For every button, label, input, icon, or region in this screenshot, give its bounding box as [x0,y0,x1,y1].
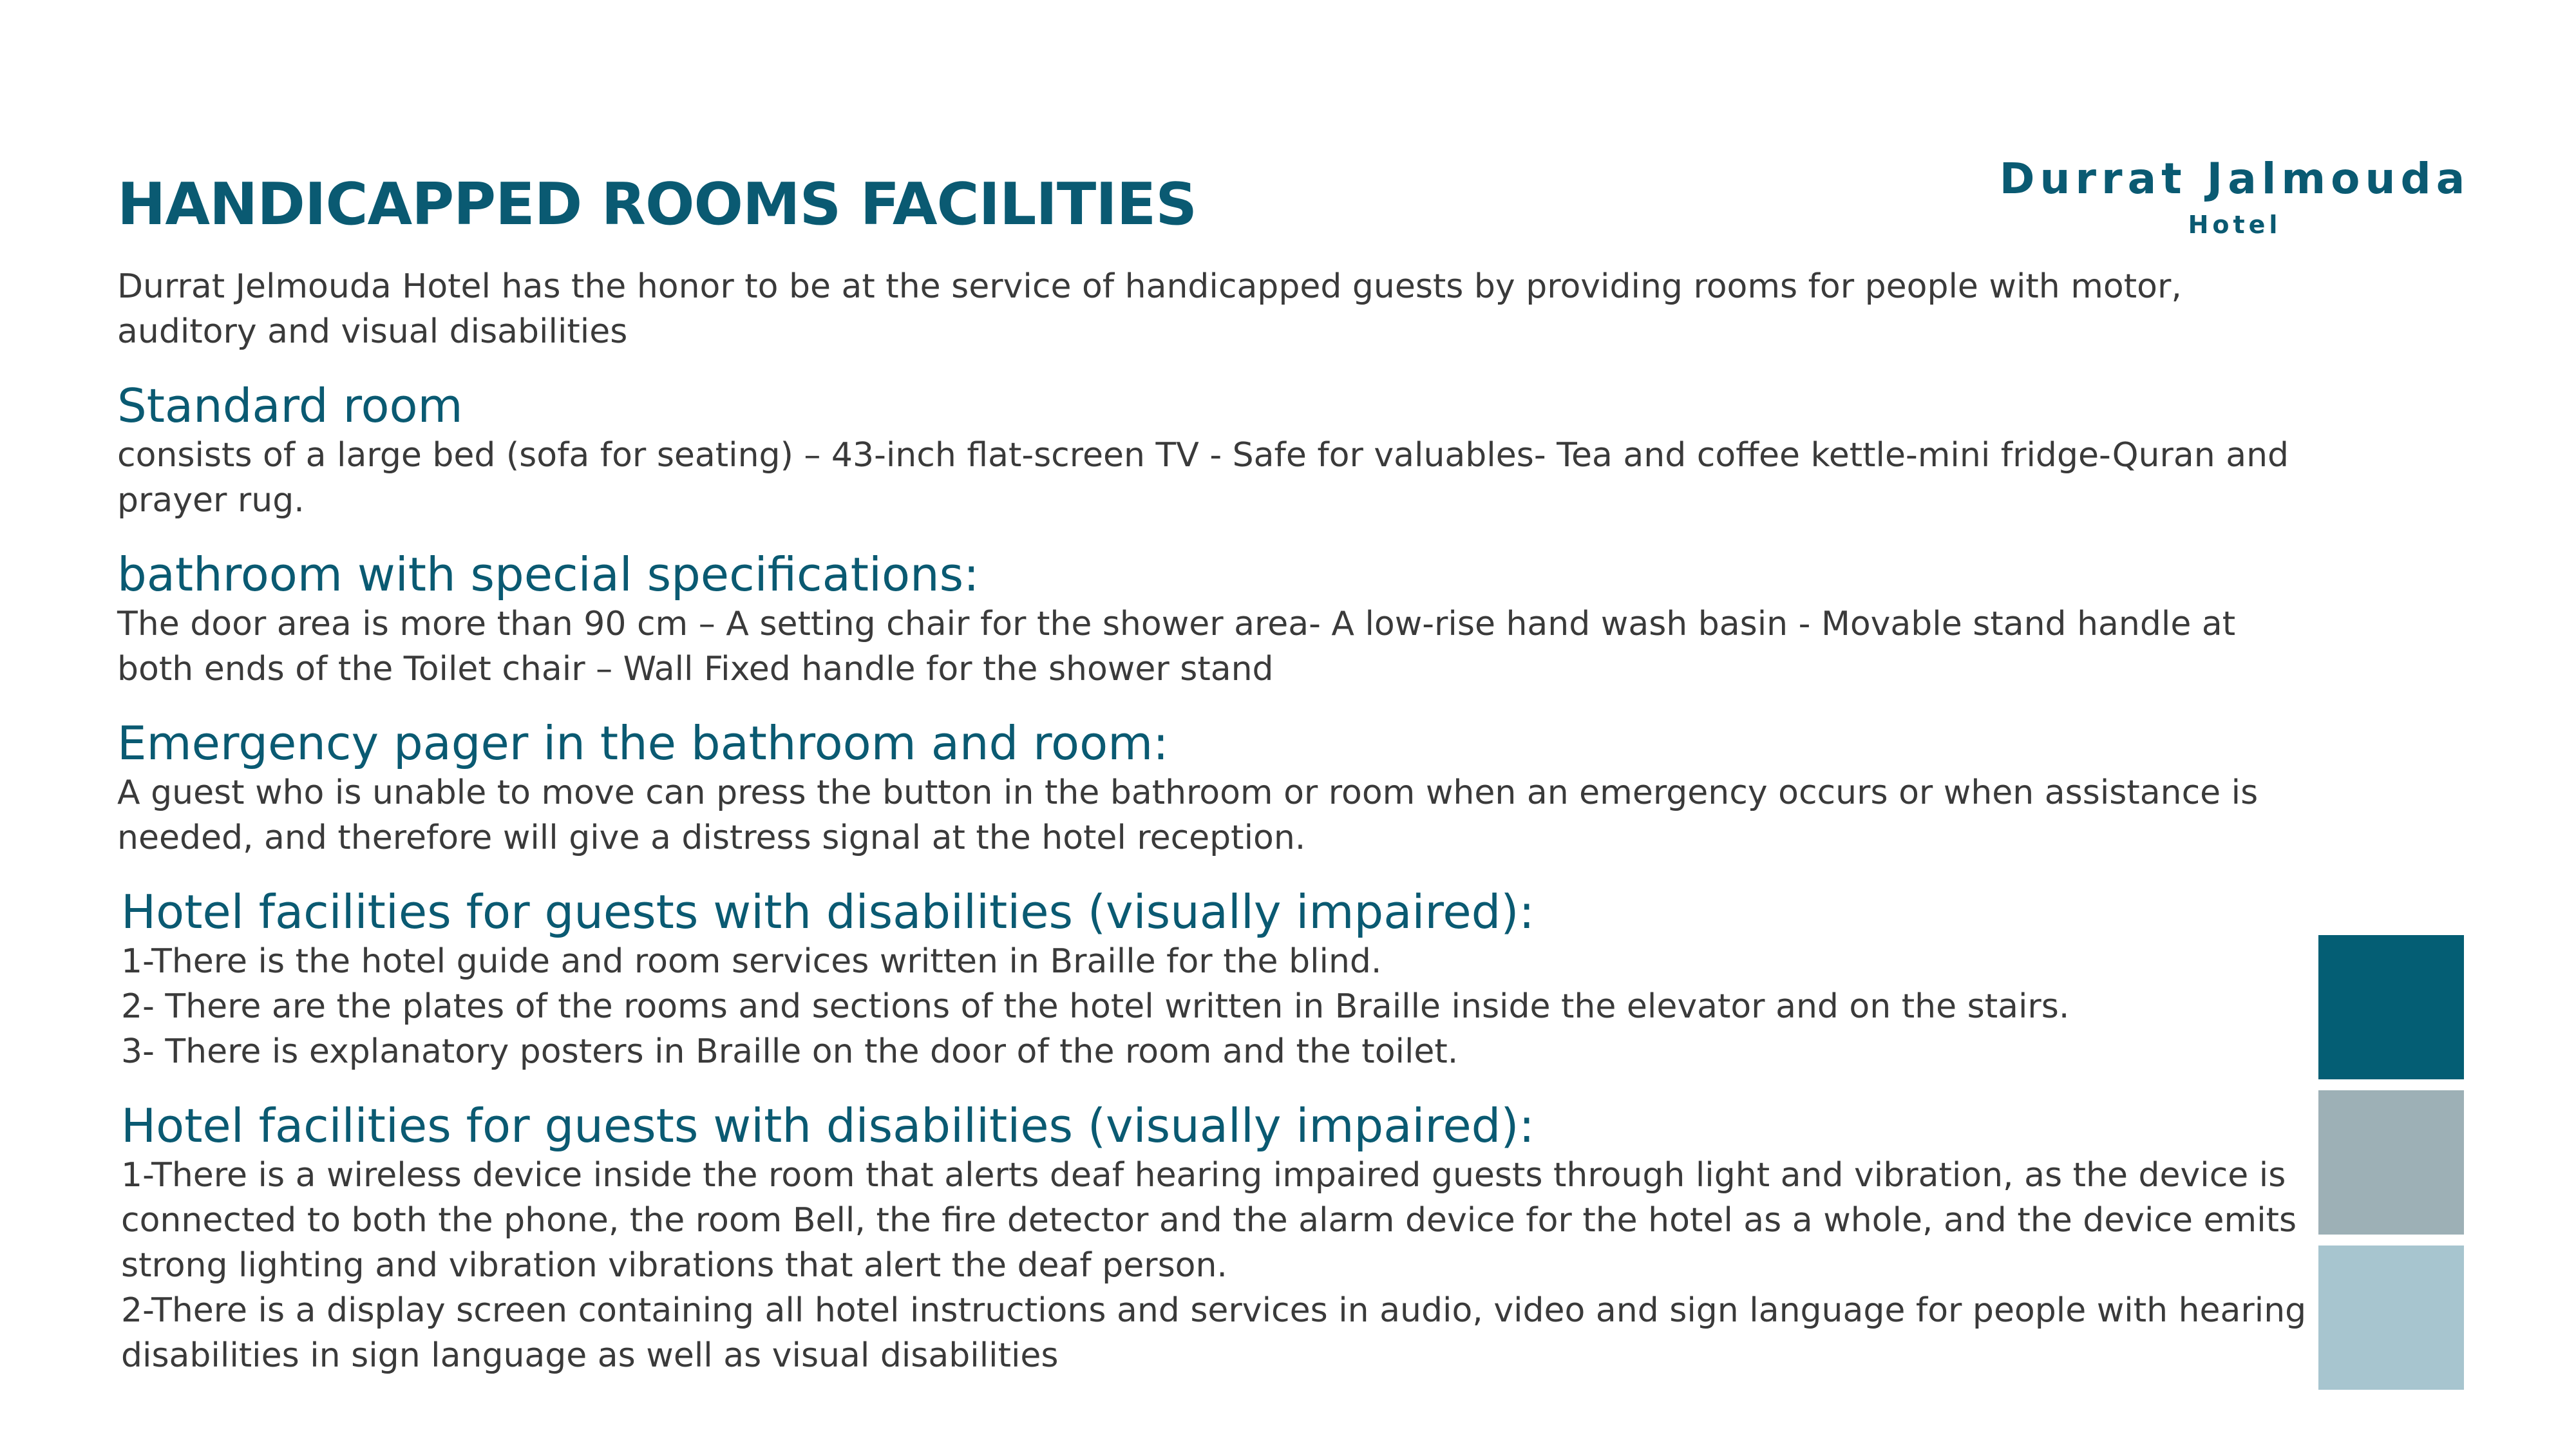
intro-paragraph: Durrat Jelmouda Hotel has the honor to be at the service of handicapped guests by providing rooms for people with motor, auditory and visual disabilities [117,267,2182,351]
color-swatch-grey [2318,1090,2464,1235]
section-hearing-impaired [121,1099,2307,1378]
section-body [117,433,2307,523]
logo-name: Durrat Jalmouda [1999,154,2470,204]
section-emergency-pager [117,716,2307,860]
color-swatch-dark [2318,935,2464,1079]
section-line: 2- There are the plates of the rooms and sections of the hotel written in Braille inside the elevator and on the stairs. [121,987,2070,1026]
section-line: consists of a large bed (sofa for seating) – 43-inch flat-screen TV - Safe for valuables- Tea and coffee kettle-mini fridge-Quran and prayer rug. [117,436,2289,520]
section-body [117,770,2307,860]
page-title: HANDICAPPED ROOMS FACILITIES [117,171,1197,238]
section-line: 1-There is the hotel guide and room services written in Braille for the blind. [121,942,1382,981]
hotel-logo [1996,153,2473,241]
section-body [121,939,2307,1074]
section-heading: Hotel facilities for guests with disabilities (visually impaired): [121,1099,1535,1153]
section-standard-room [117,379,2307,523]
content-area [117,264,2307,1403]
section-body [121,1153,2307,1378]
section-body [117,601,2307,692]
section-line: 2-There is a display screen containing all hotel instructions and services in audio, video and sign language for people with hearing disabilities in sign language as well as visual disabilities [121,1291,2307,1375]
section-line: 3- There is explanatory posters in Braille on the door of the room and the toilet. [121,1032,1459,1071]
section-heading: Hotel facilities for guests with disabilities (visually impaired): [121,885,1535,939]
section-bathroom [117,547,2307,692]
section-visually-impaired [121,885,2307,1074]
section-line: 1-There is a wireless device inside the room that alerts deaf hearing impaired guests through light and vibration, as the device is connected to both the phone, the room Bell, the fire detector and the alarm device for the hotel as a whole, and the device emits strong lighting and vibration vibrations that alert the deaf person. [121,1156,2297,1285]
section-line: The door area is more than 90 cm – A setting chair for the shower area- A low-rise hand wash basin - Movable stand handle at both ends of the Toilet chair – Wall Fixed handle for the shower stand [117,605,2236,688]
section-heading: bathroom with special specifications: [117,547,980,601]
section-heading: Emergency pager in the bathroom and room: [117,716,1169,770]
section-heading: Standard room [117,379,463,433]
section-line: A guest who is unable to move can press the button in the bathroom or room when an emergency occurs or when assistance is needed, and therefore will give a distress signal at the hotel reception. [117,773,2259,857]
logo-subtitle: Hotel [2188,211,2282,239]
color-swatch-light [2318,1245,2464,1390]
